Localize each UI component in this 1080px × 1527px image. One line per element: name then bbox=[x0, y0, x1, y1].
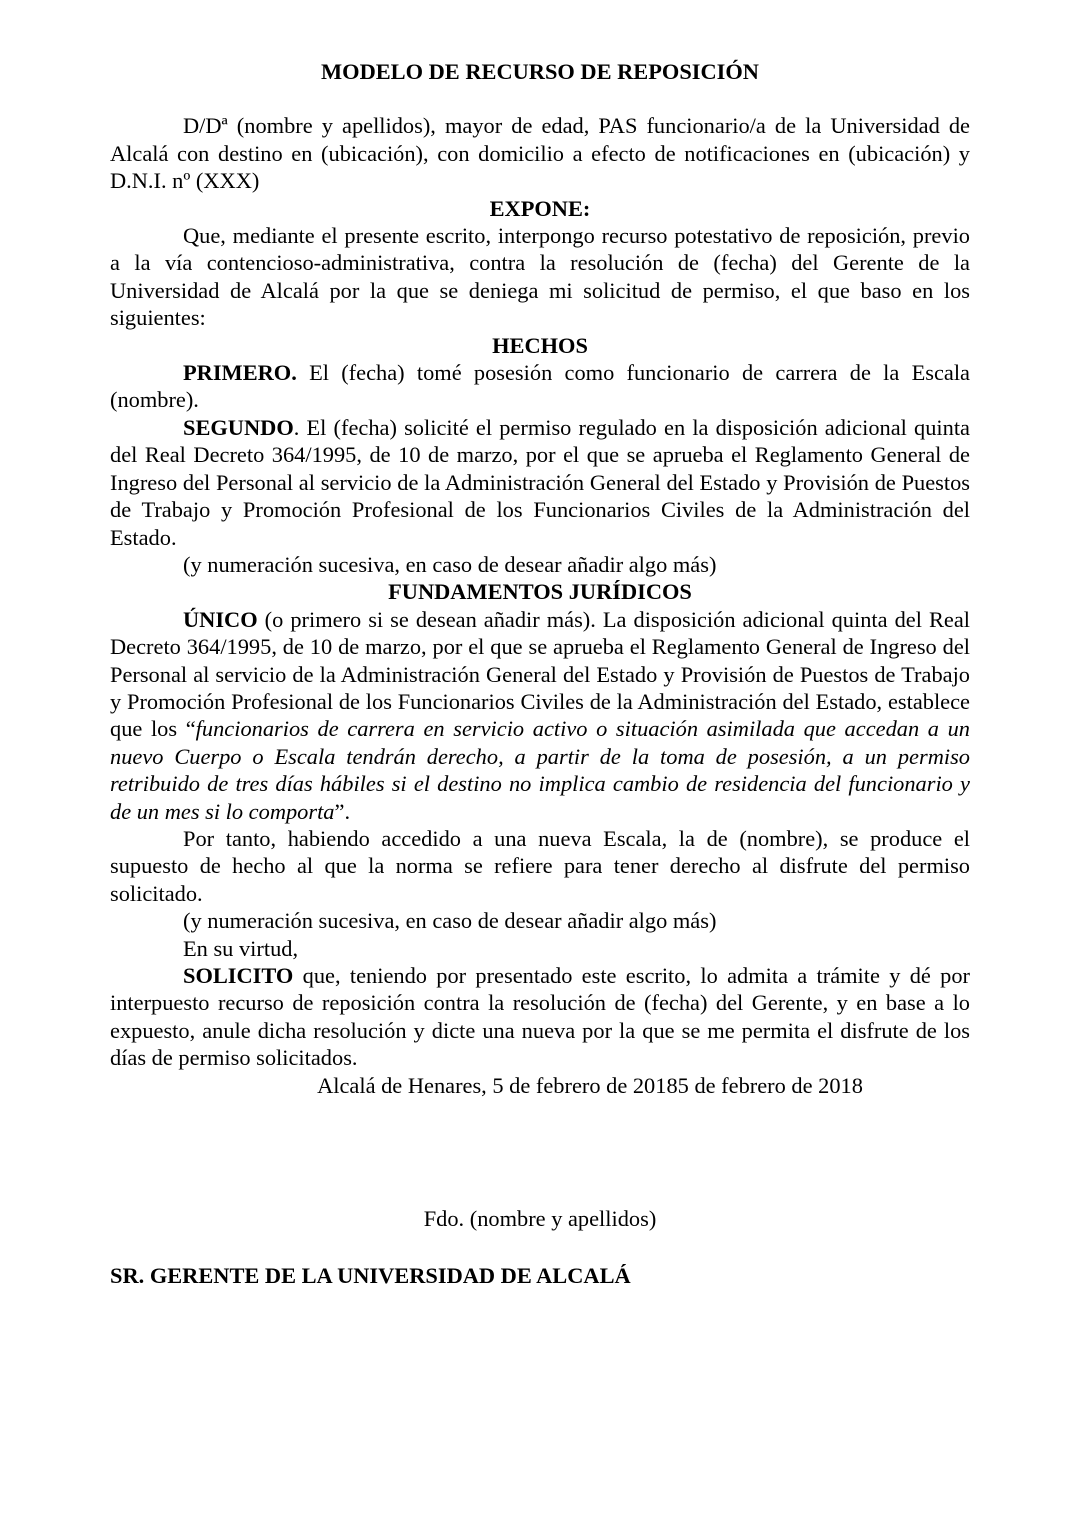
expone-paragraph: Que, mediante el presente escrito, interpongo recurso potestativo de reposición, previo a la vía contencioso-administrativa, contra la resolución de (fecha) del Gerente de la Universidad de Alcalá por la que se deniega mi solicitud de permiso, el que baso en los siguientes: bbox=[110, 223, 970, 331]
numeracion-note-2: (y numeración sucesiva, en caso de desear añadir algo más) bbox=[183, 908, 717, 934]
segundo-text: . El (fecha) solicité el permiso regulado en la disposición adicional quinta del Real Decreto 364/1995, de 10 de marzo, por el que se aprueba el Reglamento General de Ingreso del Personal al servicio de la Administración General del Estado y Provisión de Puestos de Trabajo y Promoción Profesional de los Funcionarios Civiles de la Administración del Estado. bbox=[110, 414, 970, 550]
fundamentos-heading: FUNDAMENTOS JURÍDICOS bbox=[388, 579, 692, 605]
segundo-paragraph bbox=[110, 414, 970, 551]
unico-paragraph bbox=[110, 606, 970, 825]
hechos-heading: HECHOS bbox=[492, 332, 588, 358]
numeracion-note-1: (y numeración sucesiva, en caso de desear añadir algo más) bbox=[183, 551, 717, 577]
unico-quote: funcionarios de carrera en servicio activo o situación asimilada que accedan a un nuevo Cuerpo o Escala tendrán derecho, a partir de la toma de posesión, a un permiso retribuido de tres días hábiles si el destino no implica cambio de residencia del funcionario y de un mes si lo comporta bbox=[110, 716, 971, 824]
segundo-label: SEGUNDO bbox=[183, 414, 294, 440]
unico-text: (o primero si se desean añadir más). La disposición adicional quinta del Real Decreto 364/1995, de 10 de marzo, por el que se aprueba el Reglamento General de Ingreso del Personal al servicio de la Administración General del Estado y Provisión de Puestos de Trabajo y Promoción Profesional de los Funcionarios Civiles de la Administración del Estado, establece que los “ bbox=[110, 606, 970, 742]
unico-end: ”. bbox=[334, 798, 351, 824]
date-line: Alcalá de Henares, 5 de febrero de 20185 de febrero de 2018 bbox=[317, 1072, 863, 1098]
solicito-label: SOLICITO bbox=[183, 963, 294, 988]
document-page bbox=[110, 58, 970, 1290]
addressee-line: SR. GERENTE DE LA UNIVERSIDAD DE ALCALÁ bbox=[110, 1263, 631, 1289]
primero-paragraph bbox=[110, 359, 970, 414]
en-su-virtud-line: En su virtud, bbox=[183, 935, 299, 961]
primero-label: PRIMERO. bbox=[183, 360, 297, 386]
primero-text: El (fecha) tomé posesión como funcionario de carrera de la Escala (nombre). bbox=[110, 360, 970, 413]
por-tanto-paragraph: Por tanto, habiendo accedido a una nueva Escala, la de (nombre), se produce el supuesto de hecho al que la norma se refiere para tener derecho al disfrute del permiso solicitado. bbox=[110, 825, 970, 906]
document-title: MODELO DE RECURSO DE REPOSICIÓN bbox=[321, 59, 759, 84]
signature-line: Fdo. (nombre y apellidos) bbox=[423, 1206, 657, 1232]
solicito-paragraph bbox=[110, 962, 970, 1072]
solicito-text: que, teniendo por presentado este escrito, lo admita a trámite y dé por interpuesto recurso de reposición contra la resolución de (fecha) del Gerente, y en base a lo expuesto, anule dicha resolución y dicte una nueva por la que se me permita el disfrute de los días de permiso solicitados. bbox=[110, 963, 970, 1071]
expone-heading: EXPONE: bbox=[489, 195, 591, 221]
intro-paragraph: D/Dª (nombre y apellidos), mayor de edad, PAS funcionario/a de la Universidad de Alcalá con destino en (ubicación), con domicilio a efecto de notificaciones en (ubicación) y D.N.I. nº (XXX) bbox=[110, 113, 970, 194]
unico-label: ÚNICO bbox=[183, 606, 258, 632]
